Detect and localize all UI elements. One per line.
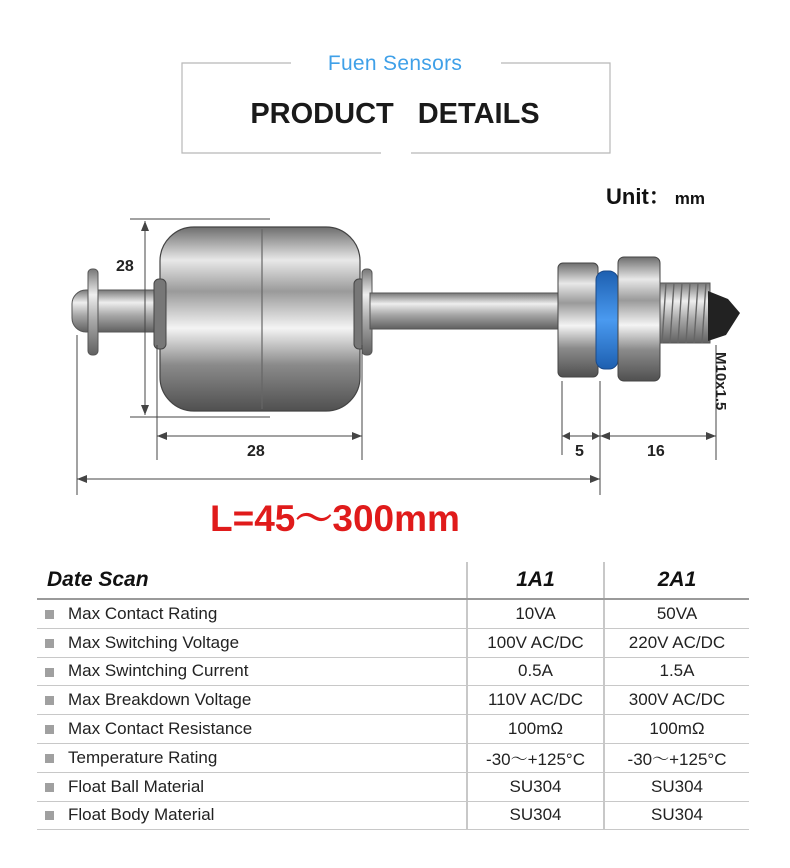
dim-nut: 5 — [575, 443, 584, 460]
header-1a1: 1A1 — [467, 562, 604, 599]
row-label: Float Ball Material — [68, 776, 205, 796]
row-label: Temperature Rating — [68, 747, 218, 767]
hex-nut — [558, 263, 598, 377]
bullet-icon — [45, 668, 54, 677]
cell-1a1: 110V AC/DC — [467, 686, 604, 715]
cell-1a1: 100mΩ — [467, 715, 604, 744]
cell-1a1: SU304 — [467, 801, 604, 830]
cell-1a1: 10VA — [467, 599, 604, 628]
row-label: Max Breakdown Voltage — [68, 690, 252, 710]
row-label: Max Contact Resistance — [68, 719, 253, 739]
bullet-icon — [45, 610, 54, 619]
header-date-scan: Date Scan — [37, 562, 467, 599]
bullet-icon — [45, 639, 54, 648]
table-row — [37, 772, 749, 801]
wire-end — [708, 291, 740, 341]
cell-2a1: 1.5A — [604, 657, 749, 686]
float-ball — [160, 227, 360, 411]
bullet-icon — [45, 754, 54, 763]
table-row — [37, 599, 749, 628]
cell-2a1: 220V AC/DC — [604, 628, 749, 657]
dim-float-width: 28 — [247, 443, 265, 460]
dim-thread: 16 — [647, 443, 665, 460]
unit-text: Unit： — [606, 184, 671, 209]
cell-2a1: -30～+125°C — [604, 743, 749, 772]
table-row — [37, 628, 749, 657]
unit-value: mm — [674, 189, 705, 208]
cell-2a1: 50VA — [604, 599, 749, 628]
cell-2a1: 100mΩ — [604, 715, 749, 744]
bullet-icon — [45, 811, 54, 820]
rod-main — [370, 293, 560, 329]
sensor-drawing — [0, 195, 790, 495]
row-label: Float Body Material — [68, 805, 215, 825]
bullet-icon — [45, 696, 54, 705]
length-range: L=45～300mm — [210, 498, 460, 539]
cell-2a1: SU304 — [604, 772, 749, 801]
title-word-2: DETAILS — [417, 98, 540, 130]
dim-float-height: 28 — [116, 258, 134, 275]
cell-2a1: SU304 — [604, 801, 749, 830]
dim-thread-spec: M10x1.5 — [712, 352, 729, 411]
table-row — [37, 686, 749, 715]
cell-1a1: 0.5A — [467, 657, 604, 686]
row-label: Max Contact Rating — [68, 603, 218, 623]
table-row — [37, 743, 749, 772]
spec-table — [37, 562, 749, 830]
bullet-icon — [45, 783, 54, 792]
header-2a1: 2A1 — [604, 562, 749, 599]
table-row — [37, 715, 749, 744]
cell-1a1: SU304 — [467, 772, 604, 801]
cell-2a1: 300V AC/DC — [604, 686, 749, 715]
cell-1a1: -30～+125°C — [467, 743, 604, 772]
row-label: Max Swintching Current — [68, 661, 249, 681]
brand-name: Fuen Sensors — [327, 52, 463, 75]
cell-1a1: 100V AC/DC — [467, 628, 604, 657]
lock-nut — [618, 257, 660, 381]
row-label: Max Switching Voltage — [68, 632, 240, 652]
page-title — [0, 98, 790, 131]
table-row — [37, 657, 749, 686]
title-word-1: PRODUCT — [250, 98, 394, 130]
o-ring — [596, 271, 618, 369]
table-row — [37, 801, 749, 830]
table-header-row — [37, 562, 749, 599]
clip-left — [88, 269, 98, 355]
bullet-icon — [45, 725, 54, 734]
